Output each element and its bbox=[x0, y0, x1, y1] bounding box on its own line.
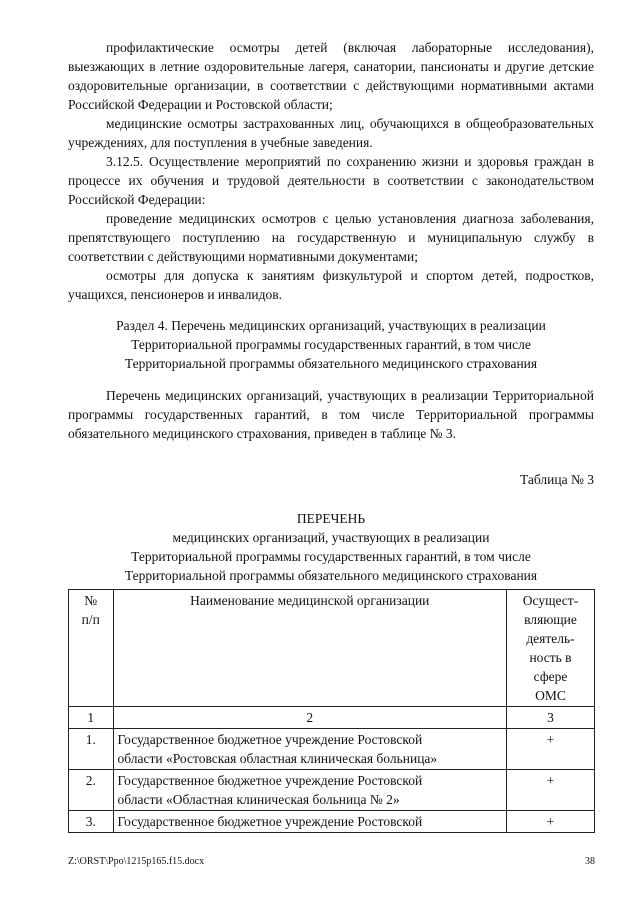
footer-page-number: 38 bbox=[585, 856, 595, 867]
section-heading bbox=[68, 316, 594, 373]
section-body bbox=[68, 386, 594, 443]
header-org-name: Наименование медицинской организации bbox=[113, 590, 506, 707]
table-title bbox=[68, 509, 594, 585]
org-name-line: области «Областная клиническая больница № 2» bbox=[117, 792, 400, 807]
paragraph-sports-admission: осмотры для допуска к занятиям физкультурой и спортом детей, подростков, учащихся, пенсионеров и инвалидов. bbox=[68, 268, 594, 302]
org-name-line: Государственное бюджетное учреждение Ростовской bbox=[117, 773, 423, 788]
row-oms-mark: + bbox=[506, 811, 594, 833]
header-oms-line: деятель- bbox=[526, 631, 575, 646]
row-oms-mark: + bbox=[506, 770, 594, 811]
org-name-line: Государственное бюджетное учреждение Ростовской bbox=[117, 732, 423, 747]
header-oms-line: ОМС bbox=[535, 688, 566, 703]
table-label-block bbox=[68, 470, 594, 489]
header-oms-line: Осущест- bbox=[522, 593, 579, 608]
section-heading-line: Территориальной программы государственных гарантий, в том числе bbox=[131, 337, 531, 352]
paragraph-checkups-children: профилактические осмотры детей (включая лабораторные исследования), выезжающих в летние оздоровительные лагеря, санатории, пансионаты и другие детские оздоровительные организации, в соответствии с действующими нормативными актами Российской Федерации и Ростовской области; bbox=[68, 40, 594, 112]
paragraph-checkups-students: медицинские осмотры застрахованных лиц, обучающихся в общеобразовательных учреждениях, для поступления в учебные заведения. bbox=[68, 116, 594, 150]
org-name-line: области «Ростовская областная клиническая больница» bbox=[117, 751, 438, 766]
table-title-line: ПЕРЕЧЕНЬ bbox=[296, 511, 366, 526]
row-org-name bbox=[113, 811, 506, 833]
table-label: Таблица № 3 bbox=[520, 472, 594, 487]
table-title-line: Территориальной программы обязательного медицинского страхования bbox=[124, 568, 538, 583]
row-number: 1. bbox=[69, 729, 114, 770]
section-heading-line: Территориальной программы обязательного медицинского страхования bbox=[124, 356, 538, 371]
table-header-row bbox=[69, 590, 595, 707]
header-oms bbox=[506, 590, 594, 707]
intro-text bbox=[68, 38, 594, 304]
page-footer bbox=[68, 856, 595, 868]
row-org-name bbox=[113, 770, 506, 811]
table-title-line: медицинских организаций, участвующих в реализации bbox=[172, 530, 490, 545]
table-title-line: Территориальной программы государственных гарантий, в том числе bbox=[131, 549, 531, 564]
header-oms-line: сфере bbox=[533, 669, 568, 684]
org-name-line: Государственное бюджетное учреждение Ростовской bbox=[117, 814, 423, 829]
header-oms-line: вляющие bbox=[524, 612, 577, 627]
header-number-line: № bbox=[84, 593, 98, 608]
header-oms-line: ность в bbox=[529, 650, 572, 665]
column-number: 1 bbox=[69, 707, 114, 729]
row-number: 3. bbox=[69, 811, 114, 833]
column-number: 2 bbox=[113, 707, 506, 729]
table-row bbox=[69, 811, 595, 833]
row-oms-mark: + bbox=[506, 729, 594, 770]
organizations-table bbox=[68, 589, 595, 833]
row-org-name bbox=[113, 729, 506, 770]
column-number: 3 bbox=[506, 707, 594, 729]
table-row bbox=[69, 729, 595, 770]
footer-file-path: Z:\ORST\Ppo\1215p165.f15.docx bbox=[68, 856, 205, 867]
column-number-row bbox=[69, 707, 595, 729]
section-heading-line: Раздел 4. Перечень медицинских организаций, участвующих в реализации bbox=[116, 318, 546, 333]
paragraph-civil-service-exams: проведение медицинских осмотров с целью установления диагноза заболевания, препятствующего поступлению на государственную и муниципальную службу в соответствии с действующими нормативными документами; bbox=[68, 211, 594, 264]
section-paragraph: Перечень медицинских организаций, участвующих в реализации Территориальной программы государственных гарантий, в том числе Территориальной программы обязательного медицинского страхования, приведен в таблице № 3. bbox=[68, 388, 594, 441]
row-number: 2. bbox=[69, 770, 114, 811]
header-number bbox=[69, 590, 114, 707]
table-row bbox=[69, 770, 595, 811]
paragraph-3-12-5: 3.12.5. Осуществление мероприятий по сохранению жизни и здоровья граждан в процессе их обучения и трудовой деятельности в соответствии с законодательством Российской Федерации: bbox=[68, 154, 594, 207]
header-number-line: п/п bbox=[81, 612, 100, 627]
